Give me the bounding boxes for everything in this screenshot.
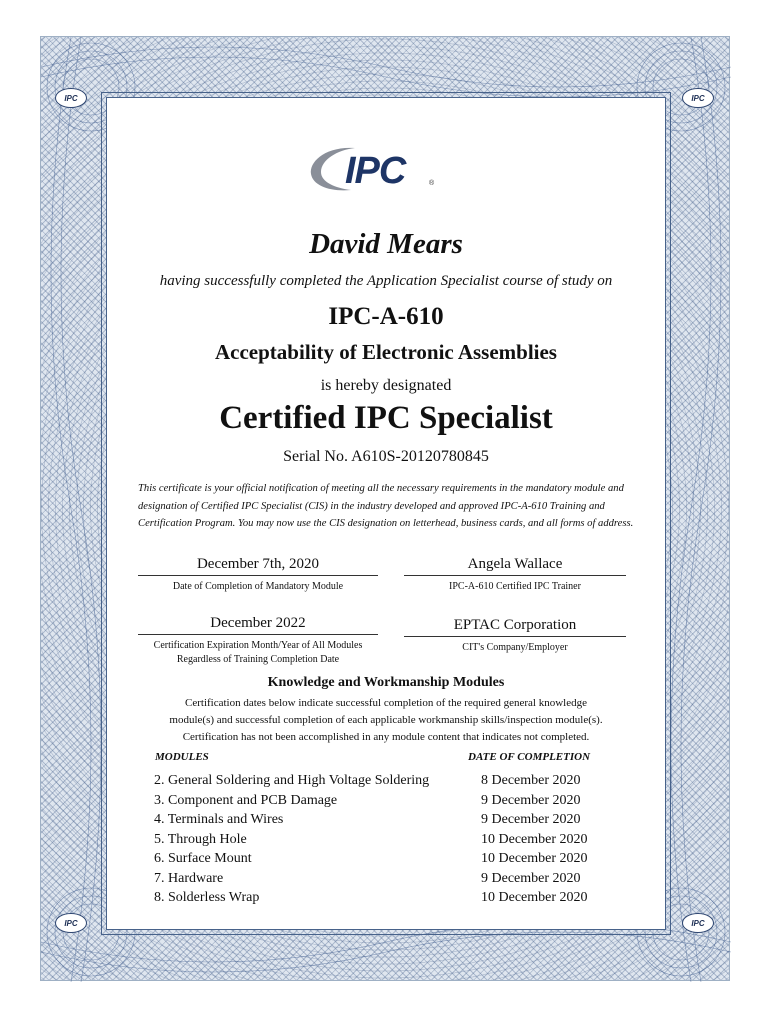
course-line: having successfully completed the Application Specialist course of study on	[159, 273, 613, 289]
module-date: 9 December 2020	[481, 792, 581, 808]
company-name: EPTAC Corporation	[404, 617, 626, 637]
ipc-seal-icon	[682, 913, 714, 933]
module-name: 3. Component and PCB Damage	[154, 792, 338, 808]
standard-title: Acceptability of Electronic Assemblies	[215, 340, 557, 364]
module-name: 5. Through Hole	[154, 831, 247, 847]
trainer-block	[404, 556, 626, 594]
ipc-seal-icon	[55, 913, 87, 933]
module-name: 4. Terminals and Wires	[154, 812, 284, 827]
expiration-label	[138, 639, 378, 667]
seal-text: IPC	[64, 93, 78, 103]
knowledge-description	[106, 695, 666, 746]
completion-date-block	[138, 556, 378, 594]
module-date: 9 December 2020	[481, 870, 581, 886]
ipc-logo	[305, 140, 455, 200]
seal-text: IPC	[691, 93, 705, 103]
company-label: CIT's Company/Employer	[462, 642, 568, 653]
completion-date-value: December 7th, 2020	[138, 556, 378, 576]
module-name: 2. General Soldering and High Voltage Soldering	[154, 773, 430, 788]
completion-date-label: Date of Completion of Mandatory Module	[172, 581, 344, 592]
recipient-name: David Mears	[309, 228, 463, 260]
logo-text: IPC	[345, 150, 406, 192]
seal-text: IPC	[64, 918, 78, 928]
module-dates-list	[481, 771, 588, 908]
module-date: 8 December 2020	[481, 773, 581, 788]
designation-intro: is hereby designated	[320, 377, 452, 394]
module-name: 7. Hardware	[154, 870, 224, 886]
expiration-label-line1: Certification Expiration Month/Year of All Modules	[153, 640, 363, 651]
knowledge-desc-line2: module(s) and successful completion of each applicable workmanship skills/inspection module(s).	[169, 714, 603, 726]
modules-list	[154, 771, 429, 908]
module-name: 6. Surface Mount	[154, 851, 252, 866]
serial-number: Serial No. A610S-20120780845	[283, 448, 489, 465]
registered-mark: ®	[429, 180, 435, 187]
expiration-value: December 2022	[138, 615, 378, 635]
module-date: 9 December 2020	[481, 812, 581, 827]
dates-header: DATE OF COMPLETION	[468, 751, 591, 763]
module-date: 10 December 2020	[481, 890, 588, 905]
knowledge-title: Knowledge and Workmanship Modules	[267, 675, 505, 690]
module-date: 10 December 2020	[481, 851, 588, 866]
standard-code: IPC-A-610	[328, 303, 444, 330]
certificate-notice: This certificate is your official notification of meeting all the necessary requirements in the mandatory module and designation of Certified IPC Specialist (CIS) in the industry developed and approved IPC-A-610 Training and Certification Program. You may now use the CIS designation on letterhead, business cards, and all forms of address.	[138, 483, 634, 529]
ipc-seal-icon	[55, 88, 87, 108]
designation-title: Certified IPC Specialist	[219, 400, 553, 436]
seal-text: IPC	[691, 918, 705, 928]
modules-header: MODULES	[155, 751, 209, 763]
module-name: 8. Solderless Wrap	[154, 890, 260, 905]
trainer-name: Angela Wallace	[404, 556, 626, 576]
ipc-seal-icon	[682, 88, 714, 108]
knowledge-desc-line3: Certification has not been accomplished in any module content that indicates not completed.	[182, 731, 590, 743]
module-date: 10 December 2020	[481, 831, 588, 847]
company-block	[404, 617, 626, 655]
expiration-label-line2: Regardless of Training Completion Date	[176, 654, 340, 665]
knowledge-desc-line1: Certification dates below indicate successful completion of the required general knowledge	[185, 697, 587, 709]
expiration-block	[138, 615, 378, 667]
trainer-label: IPC-A-610 Certified IPC Trainer	[449, 581, 581, 592]
